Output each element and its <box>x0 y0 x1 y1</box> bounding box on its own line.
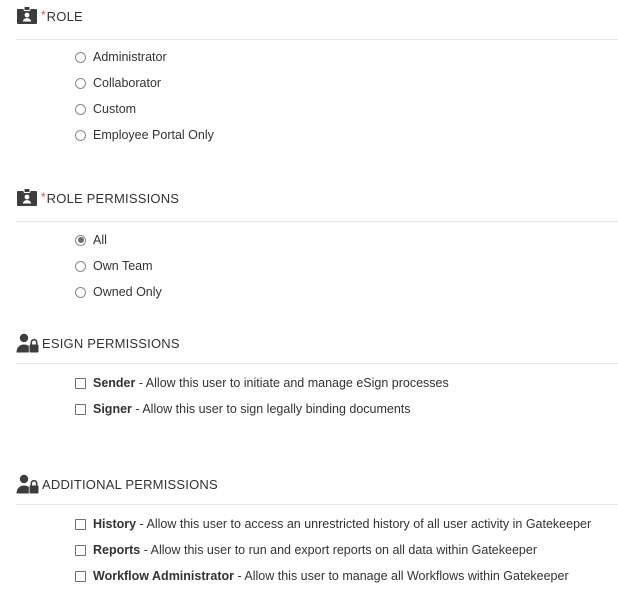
section-title: ROLE PERMISSIONS <box>46 190 180 206</box>
checkbox-option-workflow-administrator[interactable] <box>75 567 569 585</box>
id-badge-icon <box>16 187 38 209</box>
section-title: ESIGN PERMISSIONS <box>42 335 180 351</box>
radio-label[interactable]: Employee Portal Only <box>93 128 214 142</box>
checkbox[interactable] <box>75 545 86 556</box>
permission-description: - Allow this user to initiate and manage eSign processes <box>135 376 449 390</box>
section-title: ROLE <box>46 8 83 24</box>
user-lock-icon <box>16 332 38 354</box>
divider <box>16 363 618 364</box>
checkbox-option-sender[interactable] <box>75 374 449 392</box>
checkbox-label[interactable] <box>93 376 449 390</box>
radio-button[interactable] <box>75 78 86 89</box>
additional-permissions-section-header <box>16 472 618 496</box>
radio-button[interactable] <box>75 261 86 272</box>
radio-option-owned-only[interactable] <box>75 283 162 301</box>
checkbox-label[interactable] <box>93 517 591 531</box>
role-permissions-section-header <box>16 186 618 210</box>
divider <box>16 504 618 505</box>
radio-option-administrator[interactable] <box>75 48 167 66</box>
checkbox[interactable] <box>75 404 86 415</box>
permission-description: - Allow this user to run and export reports on all data within Gatekeeper <box>140 543 537 557</box>
role-section-header <box>16 4 618 28</box>
radio-label[interactable]: All <box>93 233 107 247</box>
radio-button[interactable] <box>75 104 86 115</box>
radio-option-custom[interactable] <box>75 100 136 118</box>
radio-button[interactable] <box>75 52 86 63</box>
permission-name: Signer <box>93 402 132 416</box>
esign-permissions-section-header <box>16 331 618 355</box>
checkbox-option-signer[interactable] <box>75 400 411 418</box>
radio-label[interactable]: Own Team <box>93 259 153 273</box>
radio-button[interactable] <box>75 130 86 141</box>
divider <box>16 221 618 222</box>
permission-description: - Allow this user to manage all Workflows within Gatekeeper <box>233 569 569 583</box>
checkbox-label[interactable] <box>93 569 569 583</box>
permission-name: Workflow Administrator <box>93 569 234 583</box>
divider <box>16 39 618 40</box>
user-lock-icon <box>16 473 38 495</box>
radio-button[interactable] <box>75 287 86 298</box>
checkbox-label[interactable] <box>93 543 537 557</box>
radio-label[interactable]: Owned Only <box>93 285 162 299</box>
radio-label[interactable]: Collaborator <box>93 76 162 90</box>
permission-description: - Allow this user to access an unrestricted history of all user activity in Gatekeeper <box>136 517 592 531</box>
checkbox-label[interactable] <box>93 402 411 416</box>
radio-button-selected[interactable] <box>75 235 86 246</box>
checkbox-option-history[interactable] <box>75 515 591 533</box>
radio-option-all[interactable] <box>75 231 107 249</box>
permission-name: Sender <box>93 376 136 390</box>
permission-description: - Allow this user to sign legally binding documents <box>131 402 411 416</box>
id-badge-icon <box>16 5 38 27</box>
checkbox[interactable] <box>75 519 86 530</box>
radio-option-own-team[interactable] <box>75 257 153 275</box>
checkbox[interactable] <box>75 378 86 389</box>
radio-label[interactable]: Administrator <box>93 50 167 64</box>
radio-option-collaborator[interactable] <box>75 74 161 92</box>
permission-name: History <box>93 517 137 531</box>
required-asterisk: * <box>41 190 46 204</box>
permission-name: Reports <box>93 543 141 557</box>
section-title: ADDITIONAL PERMISSIONS <box>42 476 218 492</box>
checkbox[interactable] <box>75 571 86 582</box>
radio-label[interactable]: Custom <box>93 102 137 116</box>
required-asterisk: * <box>41 8 46 22</box>
radio-option-employee-portal-only[interactable] <box>75 126 214 144</box>
checkbox-option-reports[interactable] <box>75 541 537 559</box>
